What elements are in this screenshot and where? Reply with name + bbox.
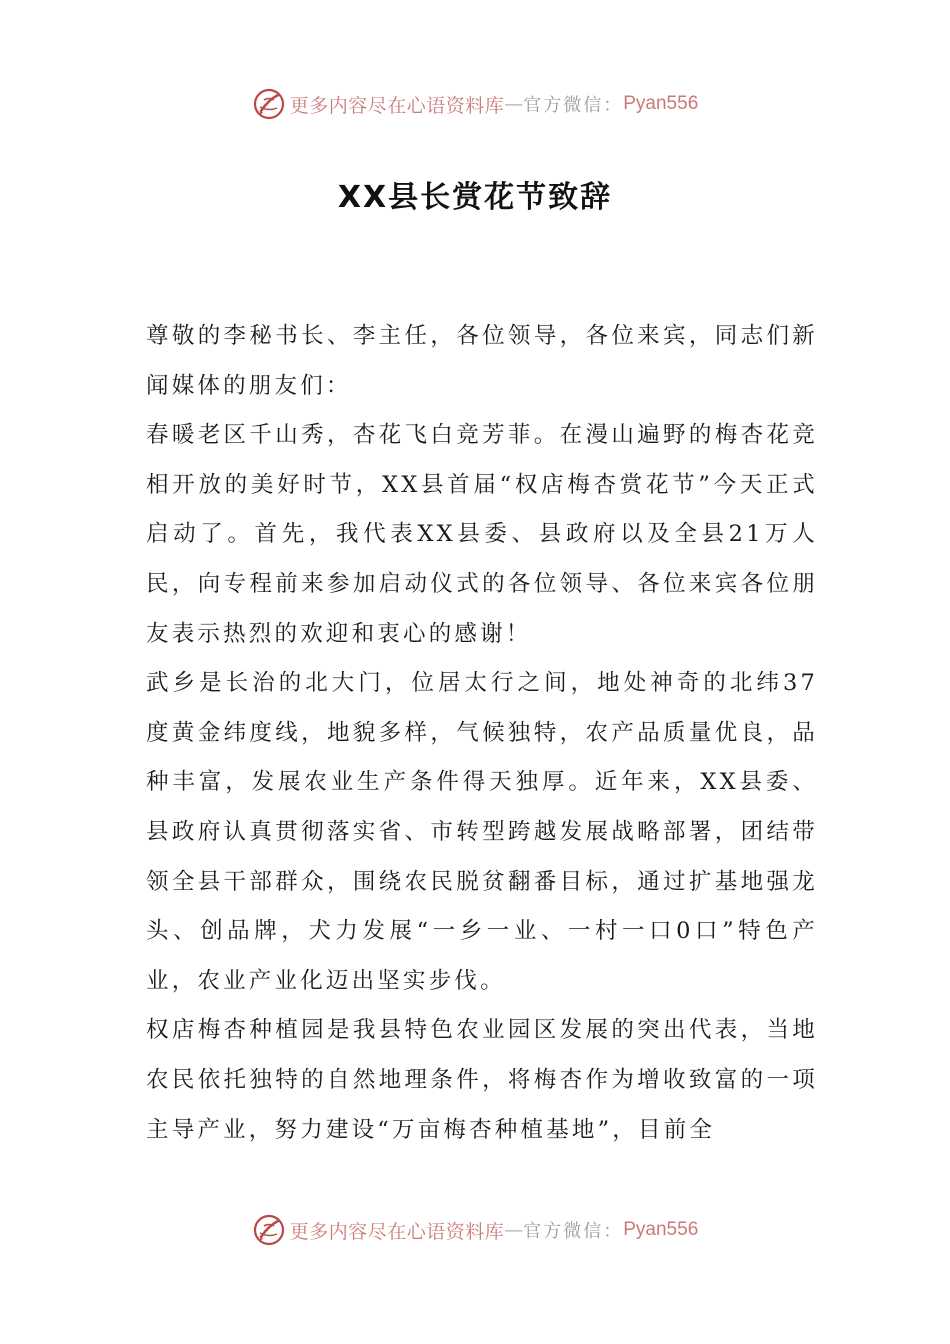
footer-official-label: 官方微信：	[523, 1221, 624, 1242]
paragraph-salutation: 尊敬的李秘书长、李主任，各位领导，各位来宾，同志们新闻媒体的朋友们：	[146, 323, 818, 399]
header-official-label: 官方微信：	[523, 95, 624, 116]
header-banner	[0, 84, 950, 124]
document-title: XX县长赏花节致辞	[337, 180, 613, 215]
footer-wechat-id: Pyan556	[623, 1219, 699, 1240]
header-wechat-id: Pyan556	[623, 93, 699, 114]
paragraph-opening: 春暖老区千山秀，杏花飞白竞芳菲。在漫山遍野的梅杏花竞相开放的美好时节，XX县首届“权店梅杏赏花节”今天正式启动了。首先，我代表XX县委、县政府以及全县21万人民，向专程前来参加启动仪式的各位领导、各位来宾各位朋友表示热烈的欢迎和衷心的感谢！	[146, 422, 818, 647]
footer-brand-text: 更多内容尽在心语资料库	[289, 1220, 505, 1243]
document-body	[146, 312, 818, 1155]
header-dash: —	[504, 93, 524, 115]
paragraph-orchard: 权店梅杏种植园是我县特色农业园区发展的突出代表，当地农民依托独特的自然地理条件，将梅杏作为增收致富的一项主导产业，努力建设“万亩梅杏种植基地”，目前全	[146, 1017, 818, 1143]
footer-banner	[0, 1210, 950, 1250]
header-brand-text: 更多内容尽在心语资料库	[289, 94, 505, 117]
footer-dash: —	[504, 1219, 524, 1241]
pen-logo-icon	[252, 87, 286, 121]
paragraph-county-intro: 武乡是长治的北大门，位居太行之间，地处神奇的北纬37度黄金纬度线，地貌多样，气候独特，农产品质量优良，品种丰富，发展农业生产条件得天独厚。近年来，XX县委、县政府认真贯彻落实省、市转型跨越发展战略部署，团结带领全县干部群众，围绕农民脱贫翻番目标，通过扩基地强龙头、创品牌，犬力发展“一乡一业、一村一口0口”特色产业，农业产业化迈出坚实步伐。	[146, 670, 818, 994]
pen-logo-icon	[252, 1213, 286, 1247]
